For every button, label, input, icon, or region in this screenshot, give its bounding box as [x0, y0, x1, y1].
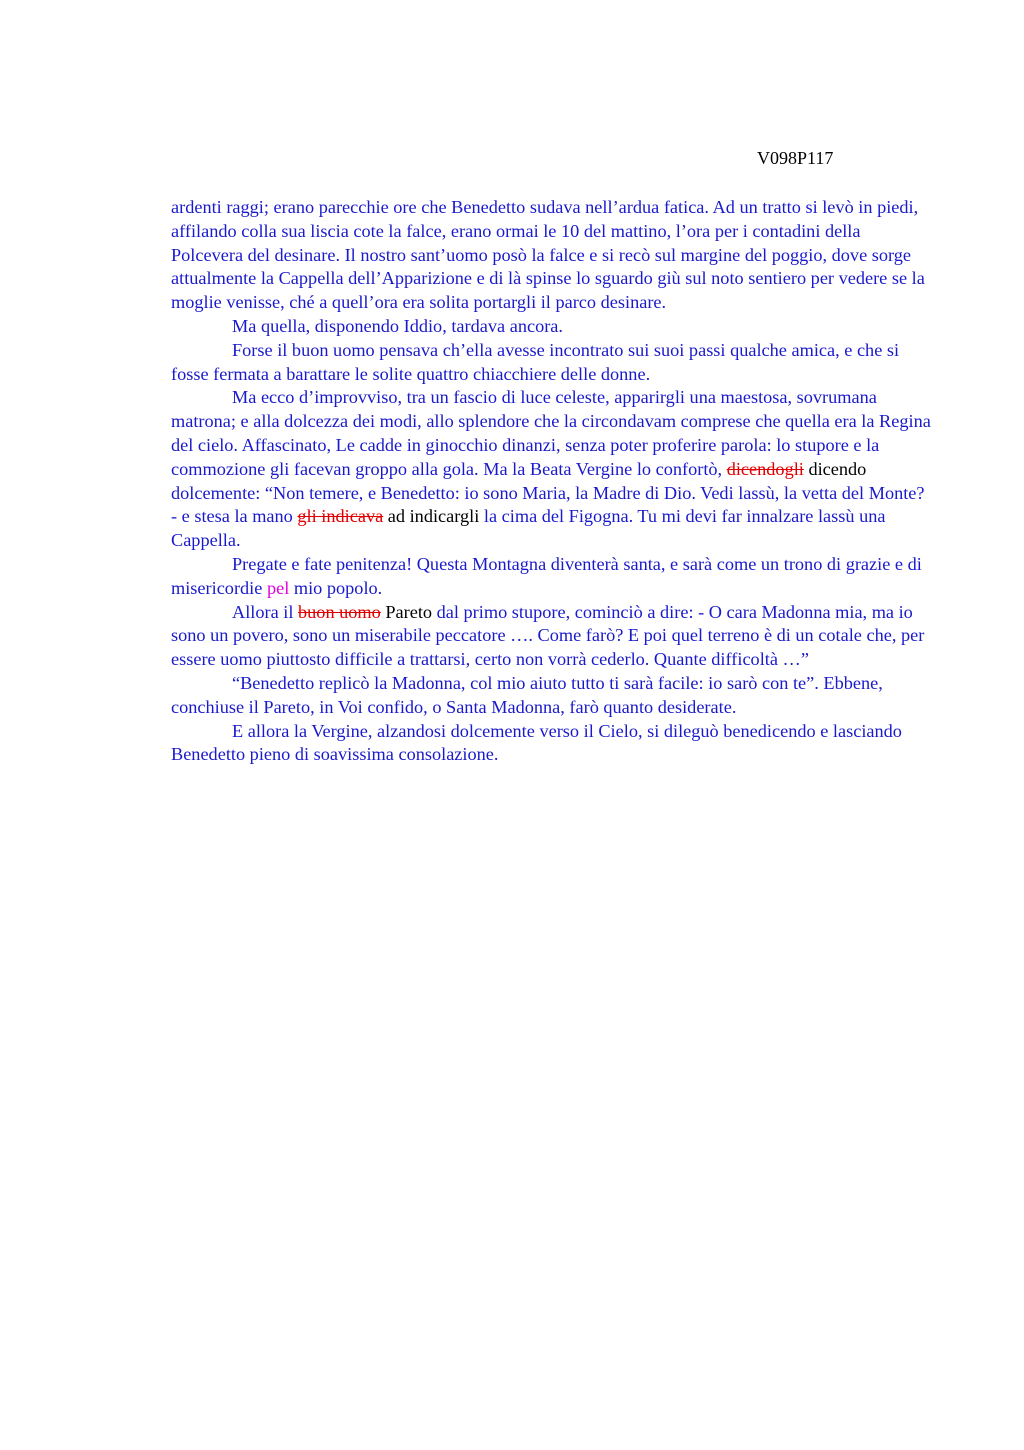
highlighted-word-pel: pel: [266, 577, 290, 598]
paragraph-6-text-a: Allora il: [232, 601, 299, 622]
inserted-word-pareto: Pareto: [380, 601, 437, 622]
paragraph-2: [171, 315, 931, 339]
paragraph-4-text-b: dolcemente: “Non temere, e Benedetto: io sono Maria, la Madre di Dio. Vedi lassù, la vetta del Monte? - e stesa la mano: [171, 482, 925, 527]
paragraph-7-text: “Benedetto replicò la Madonna, col mio aiuto tutto ti sarà facile: io sarò con te”. Ebbene, conchiuse il Pareto, in Voi confido, o Santa Madonna, farò quanto desiderate.: [171, 672, 883, 717]
paragraph-1: [171, 196, 931, 315]
paragraph-7: [171, 672, 931, 720]
inserted-word-dicendo: dicendo: [803, 458, 867, 479]
paragraph-8-text: E allora la Vergine, alzandosi dolcemente verso il Cielo, si dileguò benedicendo e lasciando Benedetto pieno di soavissima consolazione.: [171, 720, 902, 765]
paragraph-2-text: Ma quella, disponendo Iddio, tardava ancora.: [232, 315, 563, 336]
paragraph-8: [171, 720, 931, 768]
paragraph-4-text-a: Ma ecco d’improvviso, tra un fascio di luce celeste, apparirgli una maestosa, sovrumana matrona; e alla dolcezza dei modi, allo splendore che la circondavam comprese che quella era la Regina del cielo. Affascinato, Le cadde in ginocchio dinanzi, senza poter proferire parola: lo stupore e la commozione gli facevan groppo alla gola. Ma la Beata Vergine lo confortò,: [171, 387, 931, 479]
paragraph-3-text: Forse il buon uomo pensava ch’ella avesse incontrato sui suoi passi qualche amica, e che si fosse fermata a barattare le solite quattro chiacchiere delle donne.: [171, 339, 900, 384]
paragraph-3: [171, 339, 931, 387]
paragraph-6: [171, 601, 931, 672]
deleted-word-dicendogli: dicendogli: [726, 458, 804, 479]
paragraph-5-text-b: mio popolo.: [289, 577, 383, 598]
deleted-phrase-buon-uomo: buon uomo: [298, 601, 381, 622]
deleted-phrase-gli-indicava: gli indicava: [297, 506, 384, 527]
paragraph-5-text-a: Pregate e fate penitenza! Questa Montagna diventerà santa, e sarà come un trono di grazie e di misericordie: [171, 553, 922, 598]
paragraph-4: [171, 386, 931, 553]
document-body: [171, 196, 931, 767]
paragraph-4-text-c: la cima del Figogna. Tu mi devi far innalzare lassù una Cappella.: [171, 506, 886, 551]
page-identifier: V098P117: [757, 148, 834, 168]
inserted-phrase-ad-indicargli: ad indicargli: [383, 506, 484, 527]
paragraph-1-text: ardenti raggi; erano parecchie ore che Benedetto sudava nell’ardua fatica. Ad un tratto si levò in piedi, affilando colla sua liscia cote la falce, erano ormai le 10 del mattino, l’ora per i contadini della Polcevera del desinare. Il nostro sant’uomo posò la falce e si recò sul margine del poggio, dove sorge attualmente la Cappella dell’Apparizione e di là spinse lo sguardo giù sul noto sentiero per vedere se la moglie venisse, ché a quell’ora era solita portargli il parco desinare.: [171, 197, 925, 313]
paragraph-6-text-b: dal primo stupore, cominciò a dire: - O cara Madonna mia, ma io sono un povero, sono un miserabile peccatore …. Come farò? E poi quel terreno è di un cotale che, per essere uomo piuttosto difficile a trattarsi, certo non vorrà cederlo. Quante difficoltà …”: [171, 601, 925, 670]
paragraph-5: [171, 553, 931, 601]
